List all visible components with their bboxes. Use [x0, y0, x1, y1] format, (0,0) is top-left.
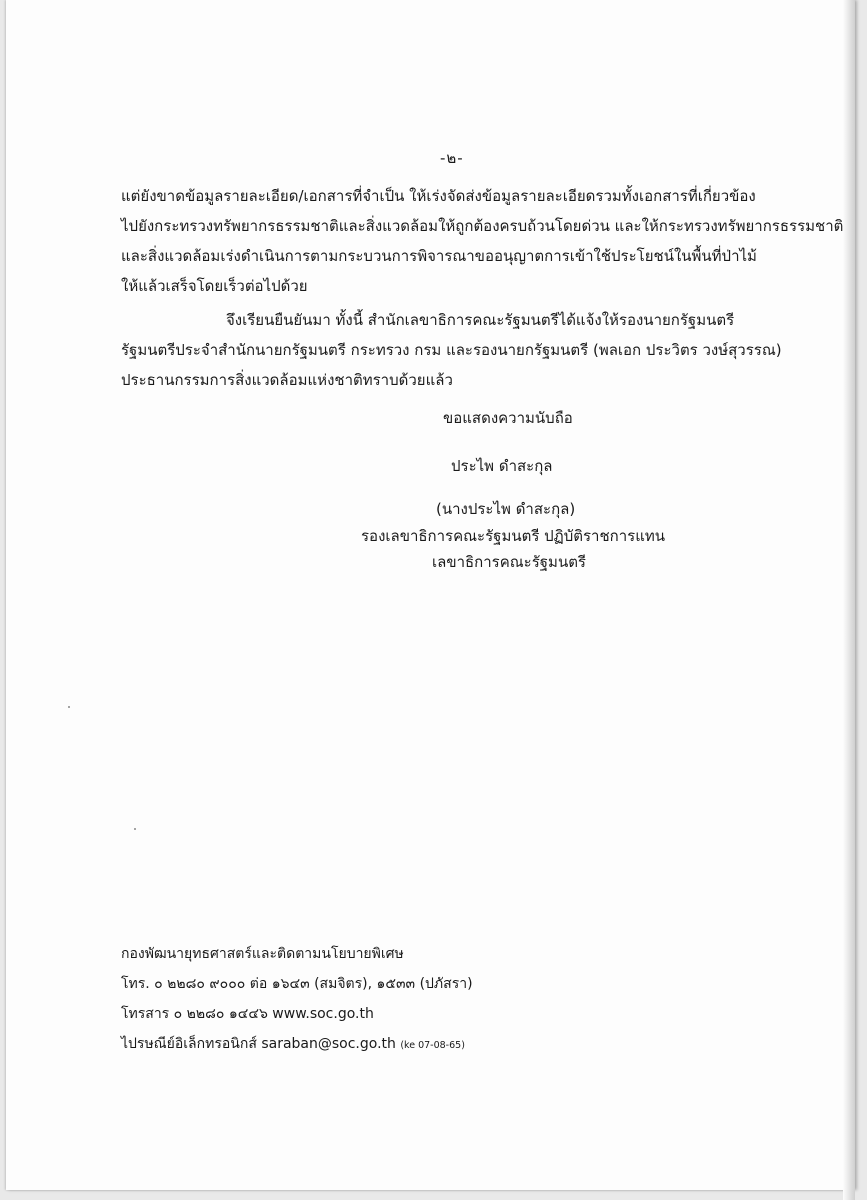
scan-speck: [134, 828, 136, 830]
paragraph-line: รัฐมนตรีประจำสำนักนายกรัฐมนตรี กระทรวง กรม และรองนายกรัฐมนตรี (พลเอก ประวิตร วงษ์สุวรรณ): [121, 341, 782, 359]
paragraph-line: จึงเรียนยืนยันมา ทั้งนี้ สำนักเลขาธิการคณะรัฐมนตรีได้แจ้งให้รองนายกรัฐมนตรี: [226, 311, 735, 329]
body-paragraph-1: [121, 181, 843, 301]
signatory-position-line-2: เลขาธิการคณะรัฐมนตรี: [432, 553, 586, 571]
page-edge-shadow: [843, 0, 855, 1200]
scan-speck: [68, 706, 70, 708]
signatory-name: (นางประไพ ดำสะกุล): [436, 500, 576, 518]
paragraph-line: และสิ่งแวดล้อมเร่งดำเนินการตามกระบวนการพิจารณาขออนุญาตการเข้าใช้ประโยชน์ในพื้นที่ป่าไม้: [121, 247, 757, 265]
paragraph-line: ไปยังกระทรวงทรัพยากรธรรมชาติและสิ่งแวดล้อมให้ถูกต้องครบถ้วนโดยด่วน และให้กระทรวงทรัพยากรธรรมชาติ: [121, 217, 844, 235]
closing-regards: ขอแสดงความนับถือ: [443, 409, 573, 427]
page-number: -๒-: [440, 149, 464, 167]
footer-email-text: ไปรษณีย์อิเล็กทรอนิกส์ saraban@soc.go.th: [121, 1036, 396, 1052]
footer-office: กองพัฒนายุทธศาสตร์และติดตามนโยบายพิเศษ: [121, 946, 404, 962]
footer-email: [121, 1029, 473, 1061]
footer-phone: โทร. ๐ ๒๒๘๐ ๙๐๐๐ ต่อ ๑๖๔๓ (สมจิตร), ๑๕๓๓ (ปภัสรา): [121, 976, 473, 992]
paragraph-line: แต่ยังขาดข้อมูลรายละเอียด/เอกสารที่จำเป็น ให้เร่งจัดส่งข้อมูลรายละเอียดรวมทั้งเอกสารที่เกี่ยวข้อง: [121, 187, 756, 205]
signature: ประไพ ดำสะกุล: [451, 457, 553, 475]
footer-reference-note: (ke 07-08-65): [400, 1040, 465, 1051]
paragraph-line: ให้แล้วเสร็จโดยเร็วต่อไปด้วย: [121, 277, 308, 295]
document-page: [6, 0, 855, 1190]
footer-fax: โทรสาร ๐ ๒๒๘๐ ๑๔๔๖ www.soc.go.th: [121, 1006, 374, 1022]
body-paragraph-2: [121, 305, 782, 395]
contact-footer: [121, 939, 473, 1061]
paragraph-line: ประธานกรรมการสิ่งแวดล้อมแห่งชาติทราบด้วยแล้ว: [121, 371, 453, 389]
signatory-position-line-1: รองเลขาธิการคณะรัฐมนตรี ปฏิบัติราชการแทน: [361, 527, 666, 545]
